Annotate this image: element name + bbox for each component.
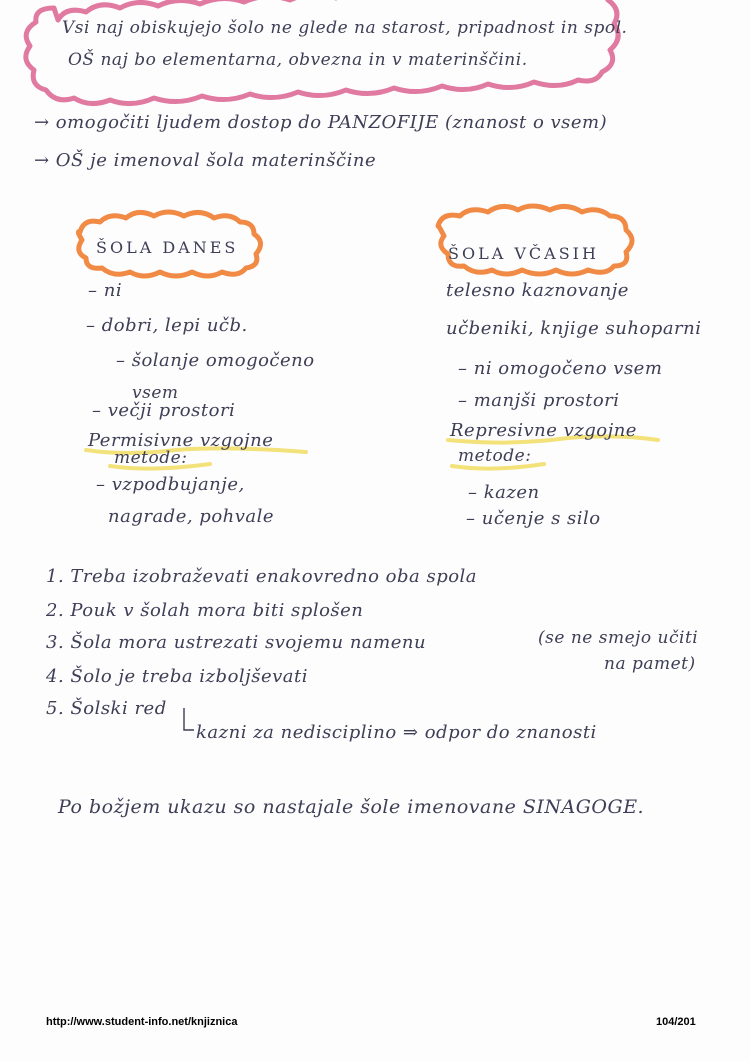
right-item-3: – ni omogočeno vsem [458, 358, 663, 379]
left-item-2: – dobri, lepi učb. [86, 315, 248, 336]
intro-line-1: Vsi naj obiskujejo šolo ne glede na starost, pripadnost in spol. [62, 18, 628, 38]
right-item-2: učbeniki, knjige suhoparni [446, 318, 702, 339]
closing-sentence: Po božjem ukazu so nastajale šole imenovane SINAGOGE. [58, 796, 645, 818]
footer-url: http://www.student-info.net/knjiznica [46, 1016, 238, 1028]
left-item-5: – večji prostori [92, 400, 236, 421]
numbered-item-5-sub: kazni za nedisciplino ⇒ odpor do znanosti [196, 722, 597, 743]
numbered-item-4: 4. Šolo je treba izboljševati [46, 666, 309, 687]
right-item-4: – manjši prostori [458, 390, 620, 411]
footer-page-number: 104/201 [656, 1016, 696, 1028]
right-method-1: Represivne vzgojne [450, 420, 637, 441]
left-item-1: – ni [88, 280, 123, 301]
numbered-item-3: 3. Šola mora ustrezati svojemu namenu [46, 632, 427, 653]
intro-line-2: OŠ naj bo elementarna, obvezna in v materinščini. [68, 50, 528, 70]
orange-cloud-right-outline [438, 206, 632, 274]
red-arrow-line [184, 708, 194, 730]
left-method-2: metode: [114, 448, 188, 468]
numbered-item-1: 1. Treba izobraževati enakovredno oba spola [46, 566, 478, 587]
arrow-item-1: → omogočiti ljudem dostop do PANZOFIJE (znanost o vsem) [34, 112, 608, 133]
right-item-1: telesno kaznovanje [446, 280, 629, 301]
right-method-item-2: – učenje s silo [466, 508, 601, 529]
arrow-item-2: → OŠ je imenoval šola materinščine [34, 150, 377, 171]
left-item-3: – šolanje omogočeno [116, 350, 315, 371]
numbered-item-3-note-2: na pamet) [604, 654, 696, 674]
left-method-item-1: – vzpodbujanje, [96, 474, 245, 495]
heading-sola-danes: ŠOLA DANES [96, 238, 239, 257]
numbered-item-3-note-1: (se ne smejo učiti [538, 628, 699, 648]
right-method-2: metode: [458, 446, 532, 466]
left-method-item-2: nagrade, pohvale [108, 506, 275, 527]
right-method-item-1: – kazen [468, 482, 540, 503]
left-item-4: vsem [132, 383, 179, 403]
numbered-item-2: 2. Pouk v šolah mora biti splošen [46, 600, 364, 621]
heading-sola-vcasih: ŠOLA VČASIH [448, 244, 599, 263]
left-method-1: Permisivne vzgojne [88, 430, 274, 451]
numbered-item-5: 5. Šolski red [46, 698, 167, 719]
